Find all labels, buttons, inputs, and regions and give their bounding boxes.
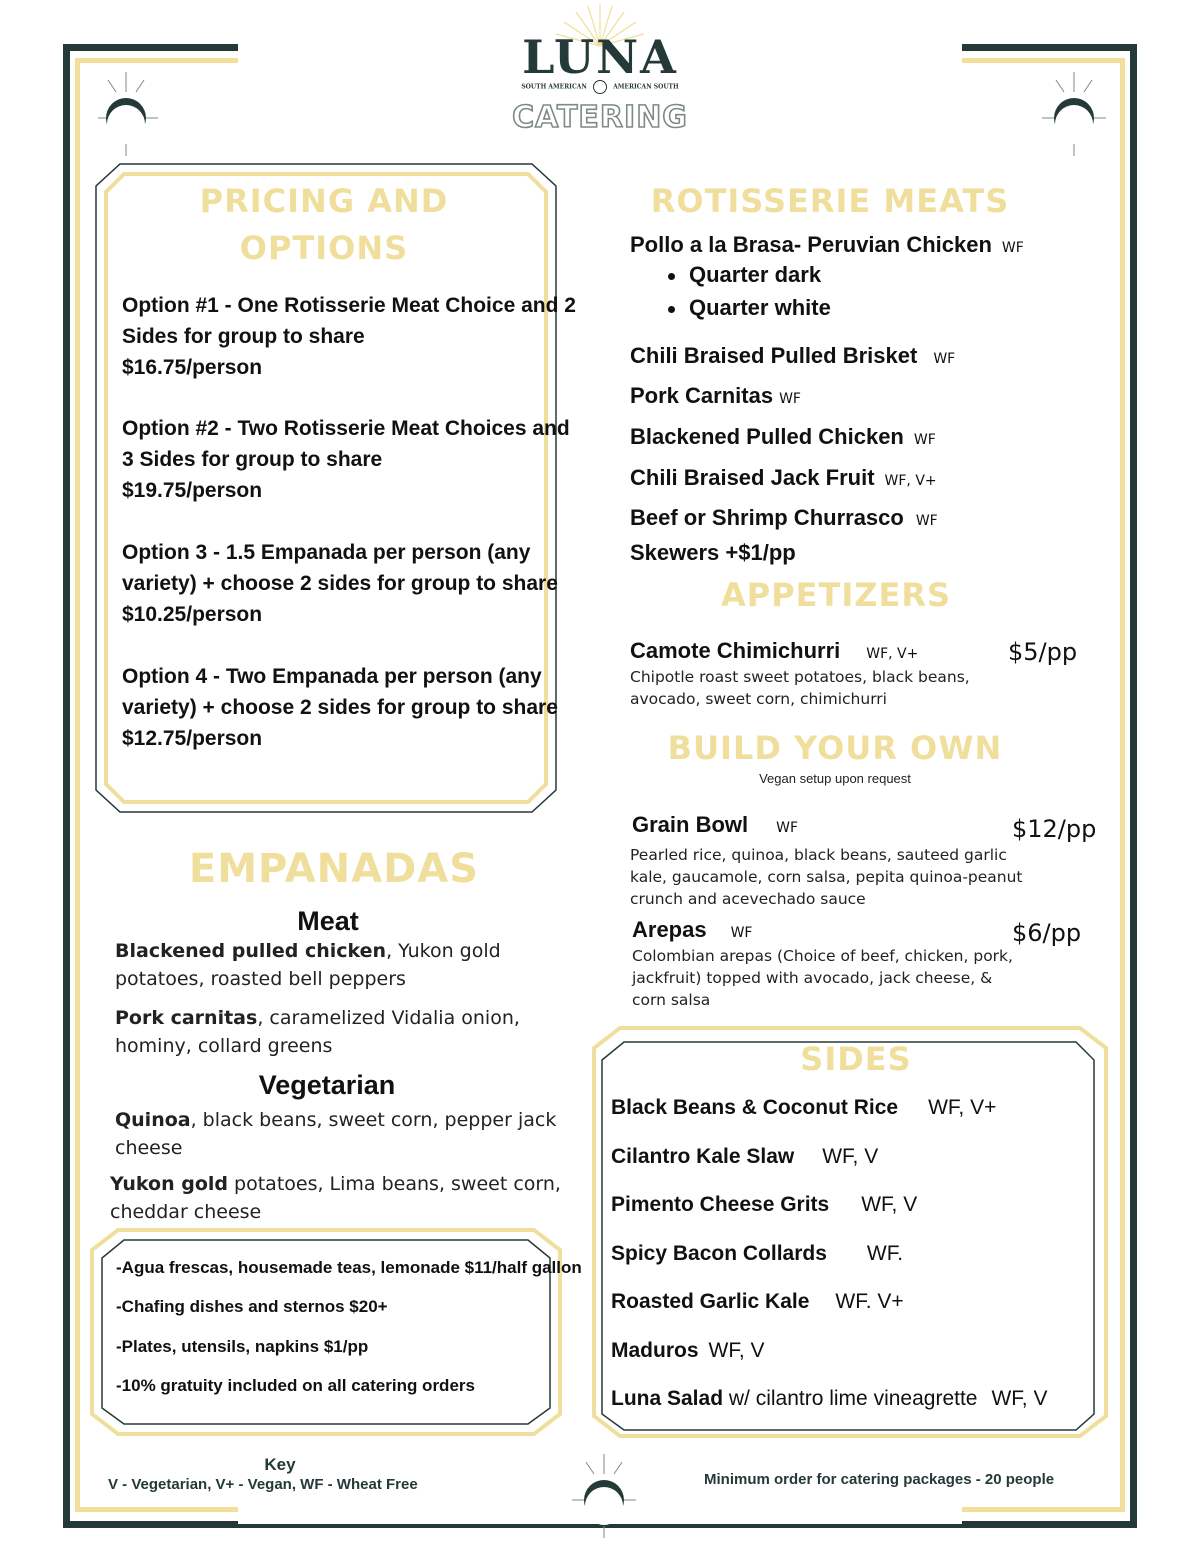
- pricing-title-line2: OPTIONS: [239, 229, 409, 267]
- build-title: BUILD YOUR OWN: [667, 729, 1003, 767]
- rotisserie-item: [630, 383, 801, 409]
- item-text: , Yukon gold: [386, 940, 501, 962]
- rotisserie-item: [630, 465, 937, 491]
- rotisserie-title: ROTISSERIE MEATS: [650, 182, 1010, 220]
- moon-ornament-icon-right: [1036, 70, 1112, 160]
- sides-title: SIDES: [800, 1040, 912, 1078]
- side-item: [611, 1193, 917, 1217]
- side-item: [611, 1290, 904, 1314]
- brand-logo: LUNA: [522, 30, 678, 84]
- side-item: [611, 1339, 765, 1363]
- pollo-bullet: [668, 295, 831, 321]
- item-tag: WF: [779, 391, 801, 407]
- side-item: [611, 1145, 878, 1169]
- option-price: $19.75/person: [122, 479, 263, 502]
- item-name: Cilantro Kale Slaw: [611, 1145, 795, 1168]
- side-item: [611, 1096, 996, 1120]
- empanada-meat-item: [115, 937, 501, 993]
- item-tag: WF, V: [822, 1145, 879, 1168]
- item-bold: Yukon gold: [110, 1173, 228, 1195]
- description-line: crunch and acevechado sauce: [630, 890, 866, 908]
- item-text: potatoes, roasted bell peppers: [115, 968, 406, 990]
- bullet-icon: [668, 273, 675, 280]
- build-item-grain: [632, 812, 798, 838]
- option-line: variety) + choose 2 sides for group to share: [122, 696, 558, 719]
- item-name: Pimento Cheese Grits: [611, 1193, 830, 1216]
- grain-price: $12/pp: [1012, 815, 1097, 843]
- description-line: Pearled rice, quinoa, black beans, sauteed garlic: [630, 846, 1007, 864]
- item-tag: WF: [776, 820, 799, 836]
- meat-heading: Meat: [297, 906, 359, 936]
- item-name: Pollo a la Brasa- Peruvian Chicken: [630, 232, 992, 257]
- extras-item: -Agua frescas, housemade teas, lemonade $11/half gallon: [116, 1258, 582, 1277]
- tagline-left: SOUTH AMERICAN: [521, 83, 587, 91]
- appetizer-item: [630, 638, 918, 664]
- appetizer-price: $5/pp: [1008, 638, 1078, 666]
- item-name: Luna Salad: [611, 1387, 724, 1410]
- item-tag: WF: [913, 432, 936, 448]
- side-item: [611, 1242, 903, 1266]
- item-name: Blackened Pulled Chicken: [630, 424, 904, 449]
- description-line: avocado, sweet corn, chimichurri: [630, 690, 887, 708]
- item-text: potatoes, Lima beans, sweet corn,: [228, 1173, 561, 1195]
- pricing-option-3: [122, 537, 558, 630]
- item-tag: WF, V+: [928, 1096, 997, 1119]
- option-price: $16.75/person: [122, 356, 263, 379]
- item-name: Camote Chimichurri: [630, 638, 841, 663]
- grain-description: [630, 844, 1023, 910]
- appetizers-title: APPETIZERS: [720, 576, 951, 614]
- item-tag: WF, V: [861, 1193, 918, 1216]
- item-tag: WF. V+: [835, 1290, 904, 1313]
- bullet-text: Quarter dark: [689, 262, 822, 287]
- item-tag: WF, V: [991, 1387, 1048, 1410]
- item-tag: WF: [730, 925, 753, 941]
- pollo-bullet: [668, 262, 821, 288]
- rotisserie-item: [630, 343, 955, 369]
- pricing-option-2: [122, 413, 570, 506]
- moon-ornament-icon-bottom: [566, 1452, 642, 1542]
- extras-item: -Chafing dishes and sternos $20+: [116, 1297, 388, 1316]
- rotisserie-item: [630, 505, 938, 531]
- option-line: Sides for group to share: [122, 325, 365, 348]
- catering-subtitle: CATERING: [512, 100, 688, 135]
- item-text: , black beans, sweet corn, pepper jack: [190, 1109, 557, 1131]
- item-name: Pork Carnitas: [630, 383, 774, 408]
- description-line: Colombian arepas (Choice of beef, chicken, pork,: [632, 947, 1013, 965]
- item-name: Chili Braised Pulled Brisket: [630, 343, 918, 368]
- item-bold: Pork carnitas: [115, 1007, 258, 1029]
- item-name: Beef or Shrimp Churrasco: [630, 505, 904, 530]
- moon-seal-icon: [593, 80, 607, 94]
- bullet-icon: [668, 306, 675, 313]
- item-name: Grain Bowl: [632, 812, 749, 837]
- item-tag: WF, V+: [866, 646, 919, 662]
- empanada-veg-item: [115, 1106, 556, 1162]
- rotisserie-item: [630, 424, 936, 450]
- rotisserie-skewers: Skewers +$1/pp: [630, 540, 796, 565]
- pricing-option-1: [122, 290, 576, 383]
- minimum-order-note: Minimum order for catering packages - 20 people: [704, 1471, 1055, 1488]
- item-tag: WF: [915, 513, 938, 529]
- sides-box-frame: [592, 1026, 1108, 1438]
- description-line: jackfruit) topped with avocado, jack cheese, &: [632, 969, 993, 987]
- item-tag: WF: [933, 351, 956, 367]
- item-text: w/ cilantro lime vineagrette: [723, 1387, 978, 1410]
- item-name: Roasted Garlic Kale: [611, 1290, 810, 1313]
- arepas-price: $6/pp: [1012, 919, 1082, 947]
- item-tag: WF.: [866, 1242, 904, 1265]
- description-line: Chipotle roast sweet potatoes, black beans,: [630, 668, 970, 686]
- empanadas-title: EMPANADAS: [188, 846, 480, 892]
- item-text: , caramelized Vidalia onion,: [257, 1007, 520, 1029]
- moon-ornament-icon: [88, 70, 164, 160]
- item-name: Chili Braised Jack Fruit: [630, 465, 875, 490]
- key-title: Key: [264, 1455, 296, 1474]
- item-tag: WF, V: [708, 1339, 765, 1362]
- option-price: $12.75/person: [122, 727, 263, 750]
- vegetarian-heading: Vegetarian: [258, 1070, 396, 1100]
- item-name: Arepas: [632, 917, 707, 942]
- brand-tagline: [520, 80, 680, 94]
- arepas-description: [632, 945, 1013, 1011]
- extras-item: -Plates, utensils, napkins $1/pp: [116, 1337, 369, 1356]
- item-tag: WF, V+: [884, 473, 937, 489]
- option-line: Option 4 - Two Empanada per person (any: [122, 665, 542, 688]
- option-price: $10.25/person: [122, 603, 263, 626]
- option-line: 3 Sides for group to share: [122, 448, 383, 471]
- tagline-right: AMERICAN SOUTH: [613, 83, 679, 91]
- rotisserie-item-pollo: [630, 232, 1024, 258]
- option-line: Option #1 - One Rotisserie Meat Choice and 2: [122, 294, 576, 317]
- item-name: Spicy Bacon Collards: [611, 1242, 827, 1265]
- option-line: Option 3 - 1.5 Empanada per person (any: [122, 541, 531, 564]
- build-item-arepas: [632, 917, 753, 943]
- item-tag: WF: [1001, 240, 1024, 256]
- item-text: cheddar cheese: [110, 1201, 262, 1223]
- side-item-salad: [611, 1387, 1047, 1411]
- option-line: Option #2 - Two Rotisserie Meat Choices and: [122, 417, 570, 440]
- item-text: cheese: [115, 1137, 183, 1159]
- item-bold: Blackened pulled chicken: [115, 940, 387, 962]
- pricing-option-4: [122, 661, 558, 754]
- bullet-text: Quarter white: [689, 295, 831, 320]
- appetizer-description: [630, 666, 970, 710]
- build-note: Vegan setup upon request: [759, 771, 911, 786]
- empanada-meat-item: [115, 1004, 520, 1060]
- description-line: kale, gaucamole, corn salsa, pepita quinoa-peanut: [630, 868, 1023, 886]
- option-line: variety) + choose 2 sides for group to share: [122, 572, 558, 595]
- extras-item: -10% gratuity included on all catering orders: [116, 1376, 475, 1395]
- item-bold: Quinoa: [115, 1109, 191, 1131]
- item-name: Maduros: [611, 1339, 699, 1362]
- pricing-title-line1: PRICING AND: [199, 182, 449, 220]
- item-name: Black Beans & Coconut Rice: [611, 1096, 899, 1119]
- key-text: V - Vegetarian, V+ - Vegan, WF - Wheat Free: [108, 1476, 418, 1493]
- empanada-veg-item: [110, 1170, 561, 1226]
- item-text: hominy, collard greens: [115, 1035, 333, 1057]
- description-line: corn salsa: [632, 991, 711, 1009]
